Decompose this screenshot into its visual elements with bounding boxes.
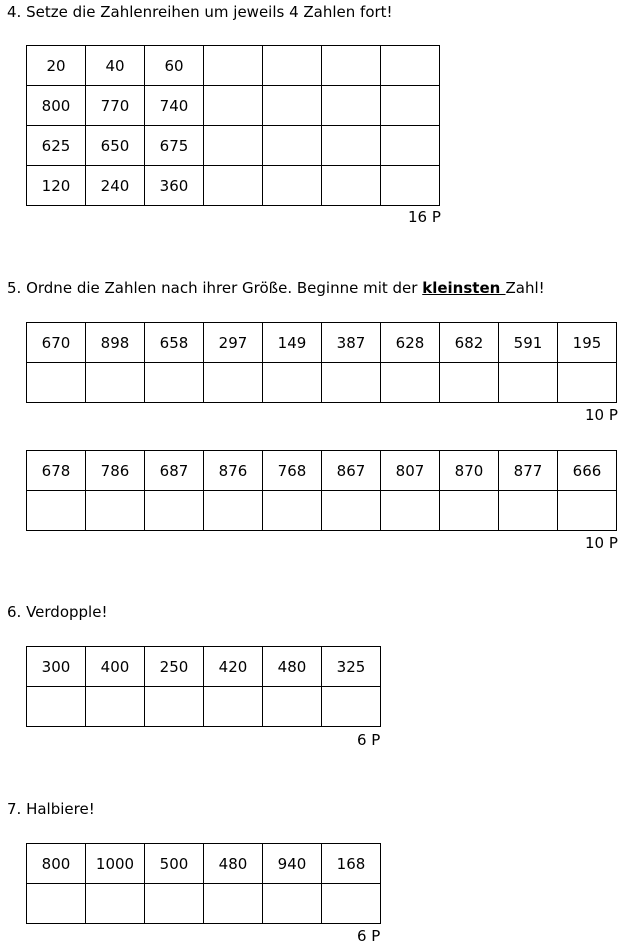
- table-cell: 807: [381, 451, 440, 491]
- answer-cell[interactable]: [27, 363, 86, 403]
- answer-cell[interactable]: [204, 46, 263, 86]
- table-row: [27, 491, 617, 531]
- table-cell: 168: [322, 844, 381, 884]
- task7-points: 6 P: [357, 927, 381, 945]
- table-cell: 666: [558, 451, 617, 491]
- table-cell: 420: [204, 647, 263, 687]
- table-cell: 1000: [86, 844, 145, 884]
- answer-cell[interactable]: [145, 363, 204, 403]
- answer-cell[interactable]: [204, 884, 263, 924]
- table-cell: 120: [27, 166, 86, 206]
- answer-cell[interactable]: [322, 46, 381, 86]
- answer-cell[interactable]: [27, 491, 86, 531]
- table-cell: 20: [27, 46, 86, 86]
- answer-cell[interactable]: [440, 491, 499, 531]
- task7-table: [26, 843, 381, 924]
- answer-cell[interactable]: [381, 46, 440, 86]
- answer-cell[interactable]: [322, 126, 381, 166]
- answer-cell[interactable]: [204, 363, 263, 403]
- answer-cell[interactable]: [499, 491, 558, 531]
- task5-title: [7, 279, 545, 297]
- answer-cell[interactable]: [263, 46, 322, 86]
- answer-cell[interactable]: [263, 884, 322, 924]
- answer-cell[interactable]: [204, 687, 263, 727]
- answer-cell[interactable]: [499, 363, 558, 403]
- answer-cell[interactable]: [322, 884, 381, 924]
- table-cell: 480: [204, 844, 263, 884]
- table-cell: 325: [322, 647, 381, 687]
- table-row: [27, 166, 440, 206]
- answer-cell[interactable]: [322, 687, 381, 727]
- table-cell: 240: [86, 166, 145, 206]
- answer-cell[interactable]: [263, 86, 322, 126]
- task5-table2-points: 10 P: [585, 534, 618, 552]
- table-cell: 682: [440, 323, 499, 363]
- answer-cell[interactable]: [86, 687, 145, 727]
- answer-cell[interactable]: [322, 86, 381, 126]
- answer-cell[interactable]: [263, 363, 322, 403]
- table-row: [27, 323, 617, 363]
- task5-title-after: Zahl!: [505, 279, 545, 297]
- answer-cell[interactable]: [381, 363, 440, 403]
- table-row: [27, 46, 440, 86]
- answer-cell[interactable]: [204, 86, 263, 126]
- table-cell: 628: [381, 323, 440, 363]
- task4-points: 16 P: [408, 208, 441, 226]
- table-cell: 768: [263, 451, 322, 491]
- answer-cell[interactable]: [145, 687, 204, 727]
- table-cell: 650: [86, 126, 145, 166]
- answer-cell[interactable]: [263, 126, 322, 166]
- table-cell: 500: [145, 844, 204, 884]
- table-cell: 678: [27, 451, 86, 491]
- answer-cell[interactable]: [204, 126, 263, 166]
- answer-cell[interactable]: [558, 363, 617, 403]
- table-cell: 940: [263, 844, 322, 884]
- table-cell: 876: [204, 451, 263, 491]
- answer-cell[interactable]: [145, 884, 204, 924]
- table-cell: 149: [263, 323, 322, 363]
- task5-table2: [26, 450, 617, 531]
- table-cell: 60: [145, 46, 204, 86]
- table-row: [27, 126, 440, 166]
- table-row: [27, 86, 440, 126]
- table-cell: 786: [86, 451, 145, 491]
- table-cell: 360: [145, 166, 204, 206]
- table-cell: 625: [27, 126, 86, 166]
- answer-cell[interactable]: [440, 363, 499, 403]
- answer-cell[interactable]: [381, 86, 440, 126]
- task7-title: 7. Halbiere!: [7, 800, 95, 818]
- table-cell: 297: [204, 323, 263, 363]
- task4-table: [26, 45, 440, 206]
- answer-cell[interactable]: [381, 126, 440, 166]
- answer-cell[interactable]: [204, 166, 263, 206]
- answer-cell[interactable]: [263, 491, 322, 531]
- table-row: [27, 451, 617, 491]
- table-cell: 480: [263, 647, 322, 687]
- table-row: [27, 844, 381, 884]
- table-cell: 740: [145, 86, 204, 126]
- table-cell: 387: [322, 323, 381, 363]
- table-cell: 770: [86, 86, 145, 126]
- table-cell: 675: [145, 126, 204, 166]
- table-cell: 800: [27, 844, 86, 884]
- task6-points: 6 P: [357, 731, 381, 749]
- answer-cell[interactable]: [381, 491, 440, 531]
- answer-cell[interactable]: [86, 363, 145, 403]
- task5-title-highlight: kleinsten: [422, 279, 506, 297]
- task5-title-before: 5. Ordne die Zahlen nach ihrer Größe. Beginne mit der: [7, 279, 423, 297]
- table-cell: 400: [86, 647, 145, 687]
- table-cell: 658: [145, 323, 204, 363]
- task5-table1-points: 10 P: [585, 406, 618, 424]
- table-cell: 591: [499, 323, 558, 363]
- answer-cell[interactable]: [86, 884, 145, 924]
- answer-cell[interactable]: [263, 687, 322, 727]
- table-row: [27, 647, 381, 687]
- table-row: [27, 687, 381, 727]
- answer-cell[interactable]: [322, 363, 381, 403]
- table-cell: 800: [27, 86, 86, 126]
- table-cell: 300: [27, 647, 86, 687]
- answer-cell[interactable]: [322, 491, 381, 531]
- task6-title: 6. Verdopple!: [7, 603, 108, 621]
- table-cell: 867: [322, 451, 381, 491]
- task4-title: 4. Setze die Zahlenreihen um jeweils 4 Zahlen fort!: [7, 3, 393, 21]
- answer-cell[interactable]: [27, 884, 86, 924]
- table-cell: 898: [86, 323, 145, 363]
- table-row: [27, 363, 617, 403]
- table-cell: 877: [499, 451, 558, 491]
- task5-table1: [26, 322, 617, 403]
- answer-cell[interactable]: [322, 166, 381, 206]
- table-cell: 670: [27, 323, 86, 363]
- answer-cell[interactable]: [86, 491, 145, 531]
- table-cell: 870: [440, 451, 499, 491]
- answer-cell[interactable]: [27, 687, 86, 727]
- answer-cell[interactable]: [263, 166, 322, 206]
- answer-cell[interactable]: [145, 491, 204, 531]
- table-cell: 40: [86, 46, 145, 86]
- answer-cell[interactable]: [204, 491, 263, 531]
- table-cell: 250: [145, 647, 204, 687]
- task6-table: [26, 646, 381, 727]
- table-row: [27, 884, 381, 924]
- table-cell: 195: [558, 323, 617, 363]
- table-cell: 687: [145, 451, 204, 491]
- answer-cell[interactable]: [381, 166, 440, 206]
- answer-cell[interactable]: [558, 491, 617, 531]
